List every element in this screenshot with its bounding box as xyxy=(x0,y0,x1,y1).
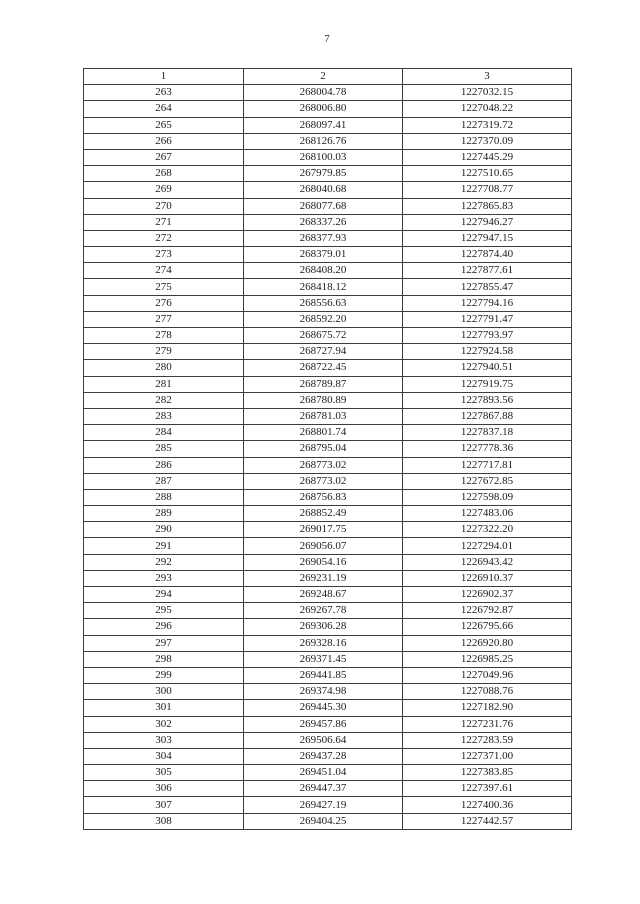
table-row xyxy=(84,214,572,230)
table-cell: 1227048.22 xyxy=(403,101,572,117)
table-row xyxy=(84,182,572,198)
table-cell: 268675.72 xyxy=(244,328,403,344)
table-cell: 274 xyxy=(84,263,244,279)
table-row xyxy=(84,473,572,489)
table-row xyxy=(84,408,572,424)
table-cell: 268801.74 xyxy=(244,425,403,441)
table-cell: 1227400.36 xyxy=(403,797,572,813)
table-cell: 293 xyxy=(84,570,244,586)
table-cell: 282 xyxy=(84,392,244,408)
table-cell: 1227231.76 xyxy=(403,716,572,732)
table-cell: 1227867.88 xyxy=(403,408,572,424)
table-cell: 304 xyxy=(84,748,244,764)
table-cell: 1227865.83 xyxy=(403,198,572,214)
table-cell: 271 xyxy=(84,214,244,230)
table-cell: 1227283.59 xyxy=(403,732,572,748)
table-cell: 1227383.85 xyxy=(403,765,572,781)
table-cell: 296 xyxy=(84,619,244,635)
table-row xyxy=(84,619,572,635)
table-row xyxy=(84,587,572,603)
table-cell: 268556.63 xyxy=(244,295,403,311)
table-cell: 268077.68 xyxy=(244,198,403,214)
table-cell: 1227182.90 xyxy=(403,700,572,716)
table-row xyxy=(84,117,572,133)
table-cell: 269 xyxy=(84,182,244,198)
table-cell: 1227322.20 xyxy=(403,522,572,538)
table-cell: 269447.37 xyxy=(244,781,403,797)
table-row xyxy=(84,166,572,182)
table-row xyxy=(84,247,572,263)
table-cell: 269306.28 xyxy=(244,619,403,635)
table-cell: 268592.20 xyxy=(244,311,403,327)
page-number: 7 xyxy=(324,33,330,45)
table-cell: 300 xyxy=(84,684,244,700)
table-row xyxy=(84,149,572,165)
table-cell: 1226910.37 xyxy=(403,570,572,586)
table-cell: 268795.04 xyxy=(244,441,403,457)
table-cell: 1226985.25 xyxy=(403,651,572,667)
table-cell: 287 xyxy=(84,473,244,489)
table-cell: 268722.45 xyxy=(244,360,403,376)
table-row xyxy=(84,603,572,619)
table-cell: 267 xyxy=(84,149,244,165)
table-cell: 268418.12 xyxy=(244,279,403,295)
table-cell: 291 xyxy=(84,538,244,554)
table-row xyxy=(84,522,572,538)
table-header xyxy=(84,69,572,85)
table-row xyxy=(84,311,572,327)
table-cell: 268 xyxy=(84,166,244,182)
table-cell: 268852.49 xyxy=(244,506,403,522)
table-row xyxy=(84,554,572,570)
table-cell: 269506.64 xyxy=(244,732,403,748)
table-cell: 272 xyxy=(84,230,244,246)
table-row xyxy=(84,344,572,360)
table-cell: 284 xyxy=(84,425,244,441)
table-cell: 269017.75 xyxy=(244,522,403,538)
table-row xyxy=(84,263,572,279)
table-cell: 269374.98 xyxy=(244,684,403,700)
table-cell: 283 xyxy=(84,408,244,424)
table-cell: 294 xyxy=(84,587,244,603)
table-row xyxy=(84,425,572,441)
table-cell: 269328.16 xyxy=(244,635,403,651)
table-cell: 305 xyxy=(84,765,244,781)
table-cell: 280 xyxy=(84,360,244,376)
table-cell: 269248.67 xyxy=(244,587,403,603)
table-cell: 268773.02 xyxy=(244,473,403,489)
table-cell: 266 xyxy=(84,133,244,149)
table-row xyxy=(84,716,572,732)
table-row xyxy=(84,198,572,214)
table-cell: 290 xyxy=(84,522,244,538)
table-row xyxy=(84,441,572,457)
table-cell: 302 xyxy=(84,716,244,732)
table-cell: 299 xyxy=(84,667,244,683)
table-cell: 269267.78 xyxy=(244,603,403,619)
table-cell: 1227791.47 xyxy=(403,311,572,327)
table-cell: 268006.80 xyxy=(244,101,403,117)
table-row xyxy=(84,781,572,797)
header-row xyxy=(84,69,572,85)
table-cell: 278 xyxy=(84,328,244,344)
table-cell: 1227794.16 xyxy=(403,295,572,311)
table-cell: 268379.01 xyxy=(244,247,403,263)
table-cell: 279 xyxy=(84,344,244,360)
table-cell: 265 xyxy=(84,117,244,133)
table-cell: 270 xyxy=(84,198,244,214)
table-cell: 281 xyxy=(84,376,244,392)
table-row xyxy=(84,279,572,295)
table-cell: 1227924.58 xyxy=(403,344,572,360)
header-cell-col2: 2 xyxy=(244,69,403,85)
table-cell: 268040.68 xyxy=(244,182,403,198)
table-row xyxy=(84,667,572,683)
table-cell: 268377.93 xyxy=(244,230,403,246)
header-cell-col3: 3 xyxy=(403,69,572,85)
table-cell: 1227946.27 xyxy=(403,214,572,230)
table-cell: 268097.41 xyxy=(244,117,403,133)
table-row xyxy=(84,797,572,813)
table-cell: 1227940.51 xyxy=(403,360,572,376)
table-cell: 268100.03 xyxy=(244,149,403,165)
header-cell-col1: 1 xyxy=(84,69,244,85)
table-cell: 1227893.56 xyxy=(403,392,572,408)
table-cell: 1227319.72 xyxy=(403,117,572,133)
table-cell: 1227855.47 xyxy=(403,279,572,295)
table-row xyxy=(84,700,572,716)
table-cell: 276 xyxy=(84,295,244,311)
table-row xyxy=(84,651,572,667)
table-cell: 268727.94 xyxy=(244,344,403,360)
table-row xyxy=(84,376,572,392)
table-row xyxy=(84,133,572,149)
table-cell: 308 xyxy=(84,813,244,829)
table-row xyxy=(84,684,572,700)
table-cell: 286 xyxy=(84,457,244,473)
table-cell: 301 xyxy=(84,700,244,716)
table-cell: 298 xyxy=(84,651,244,667)
table-cell: 1227371.00 xyxy=(403,748,572,764)
table-cell: 269445.30 xyxy=(244,700,403,716)
table-cell: 1227717.81 xyxy=(403,457,572,473)
table-cell: 268789.87 xyxy=(244,376,403,392)
table-cell: 268408.20 xyxy=(244,263,403,279)
table-cell: 1226920.80 xyxy=(403,635,572,651)
table-cell: 1227877.61 xyxy=(403,263,572,279)
table-cell: 1227032.15 xyxy=(403,85,572,101)
table-row xyxy=(84,457,572,473)
table-cell: 275 xyxy=(84,279,244,295)
table-row xyxy=(84,85,572,101)
table-cell: 264 xyxy=(84,101,244,117)
table-row xyxy=(84,765,572,781)
table-cell: 269441.85 xyxy=(244,667,403,683)
table-cell: 295 xyxy=(84,603,244,619)
table-cell: 1227088.76 xyxy=(403,684,572,700)
table-cell: 269056.07 xyxy=(244,538,403,554)
table-cell: 1226902.37 xyxy=(403,587,572,603)
table-cell: 269427.19 xyxy=(244,797,403,813)
table-cell: 1227672.85 xyxy=(403,473,572,489)
table-row xyxy=(84,360,572,376)
table-cell: 269404.25 xyxy=(244,813,403,829)
table-cell: 269231.19 xyxy=(244,570,403,586)
table-row xyxy=(84,392,572,408)
table-cell: 1227947.15 xyxy=(403,230,572,246)
table-cell: 292 xyxy=(84,554,244,570)
table-row xyxy=(84,813,572,829)
table-cell: 306 xyxy=(84,781,244,797)
table-cell: 1227793.97 xyxy=(403,328,572,344)
table-cell: 268773.02 xyxy=(244,457,403,473)
table-cell: 1227837.18 xyxy=(403,425,572,441)
table-cell: 1227442.57 xyxy=(403,813,572,829)
table-cell: 297 xyxy=(84,635,244,651)
table-cell: 268004.78 xyxy=(244,85,403,101)
table-cell: 289 xyxy=(84,506,244,522)
table-cell: 303 xyxy=(84,732,244,748)
table-cell: 288 xyxy=(84,489,244,505)
table-cell: 1226792.87 xyxy=(403,603,572,619)
table-cell: 1227874.40 xyxy=(403,247,572,263)
table-row xyxy=(84,295,572,311)
table-row xyxy=(84,328,572,344)
table-cell: 269371.45 xyxy=(244,651,403,667)
table-row xyxy=(84,538,572,554)
table-cell: 1227510.65 xyxy=(403,166,572,182)
table-cell: 1226795.66 xyxy=(403,619,572,635)
table-row xyxy=(84,732,572,748)
table-cell: 268780.89 xyxy=(244,392,403,408)
table-row xyxy=(84,570,572,586)
table-cell: 269054.16 xyxy=(244,554,403,570)
table-cell: 1227919.75 xyxy=(403,376,572,392)
table-cell: 277 xyxy=(84,311,244,327)
table-cell: 1227598.09 xyxy=(403,489,572,505)
table-cell: 268126.76 xyxy=(244,133,403,149)
table-cell: 273 xyxy=(84,247,244,263)
table-row xyxy=(84,635,572,651)
table-row xyxy=(84,230,572,246)
table-cell: 307 xyxy=(84,797,244,813)
table-row xyxy=(84,101,572,117)
table-cell: 269451.04 xyxy=(244,765,403,781)
table-cell: 1227397.61 xyxy=(403,781,572,797)
table-cell: 268337.26 xyxy=(244,214,403,230)
table-cell: 263 xyxy=(84,85,244,101)
table-cell: 1227778.36 xyxy=(403,441,572,457)
table-cell: 267979.85 xyxy=(244,166,403,182)
table-cell: 1226943.42 xyxy=(403,554,572,570)
table-cell: 269437.28 xyxy=(244,748,403,764)
table-body xyxy=(84,85,572,830)
table-row xyxy=(84,506,572,522)
data-table xyxy=(83,68,572,830)
table-cell: 1227445.29 xyxy=(403,149,572,165)
table-row xyxy=(84,748,572,764)
table-row xyxy=(84,489,572,505)
table-cell: 285 xyxy=(84,441,244,457)
table-cell: 268756.83 xyxy=(244,489,403,505)
table-cell: 1227049.96 xyxy=(403,667,572,683)
table-cell: 1227483.06 xyxy=(403,506,572,522)
table-cell: 269457.86 xyxy=(244,716,403,732)
table-cell: 1227370.09 xyxy=(403,133,572,149)
table-cell: 1227294.01 xyxy=(403,538,572,554)
table-cell: 1227708.77 xyxy=(403,182,572,198)
table-cell: 268781.03 xyxy=(244,408,403,424)
